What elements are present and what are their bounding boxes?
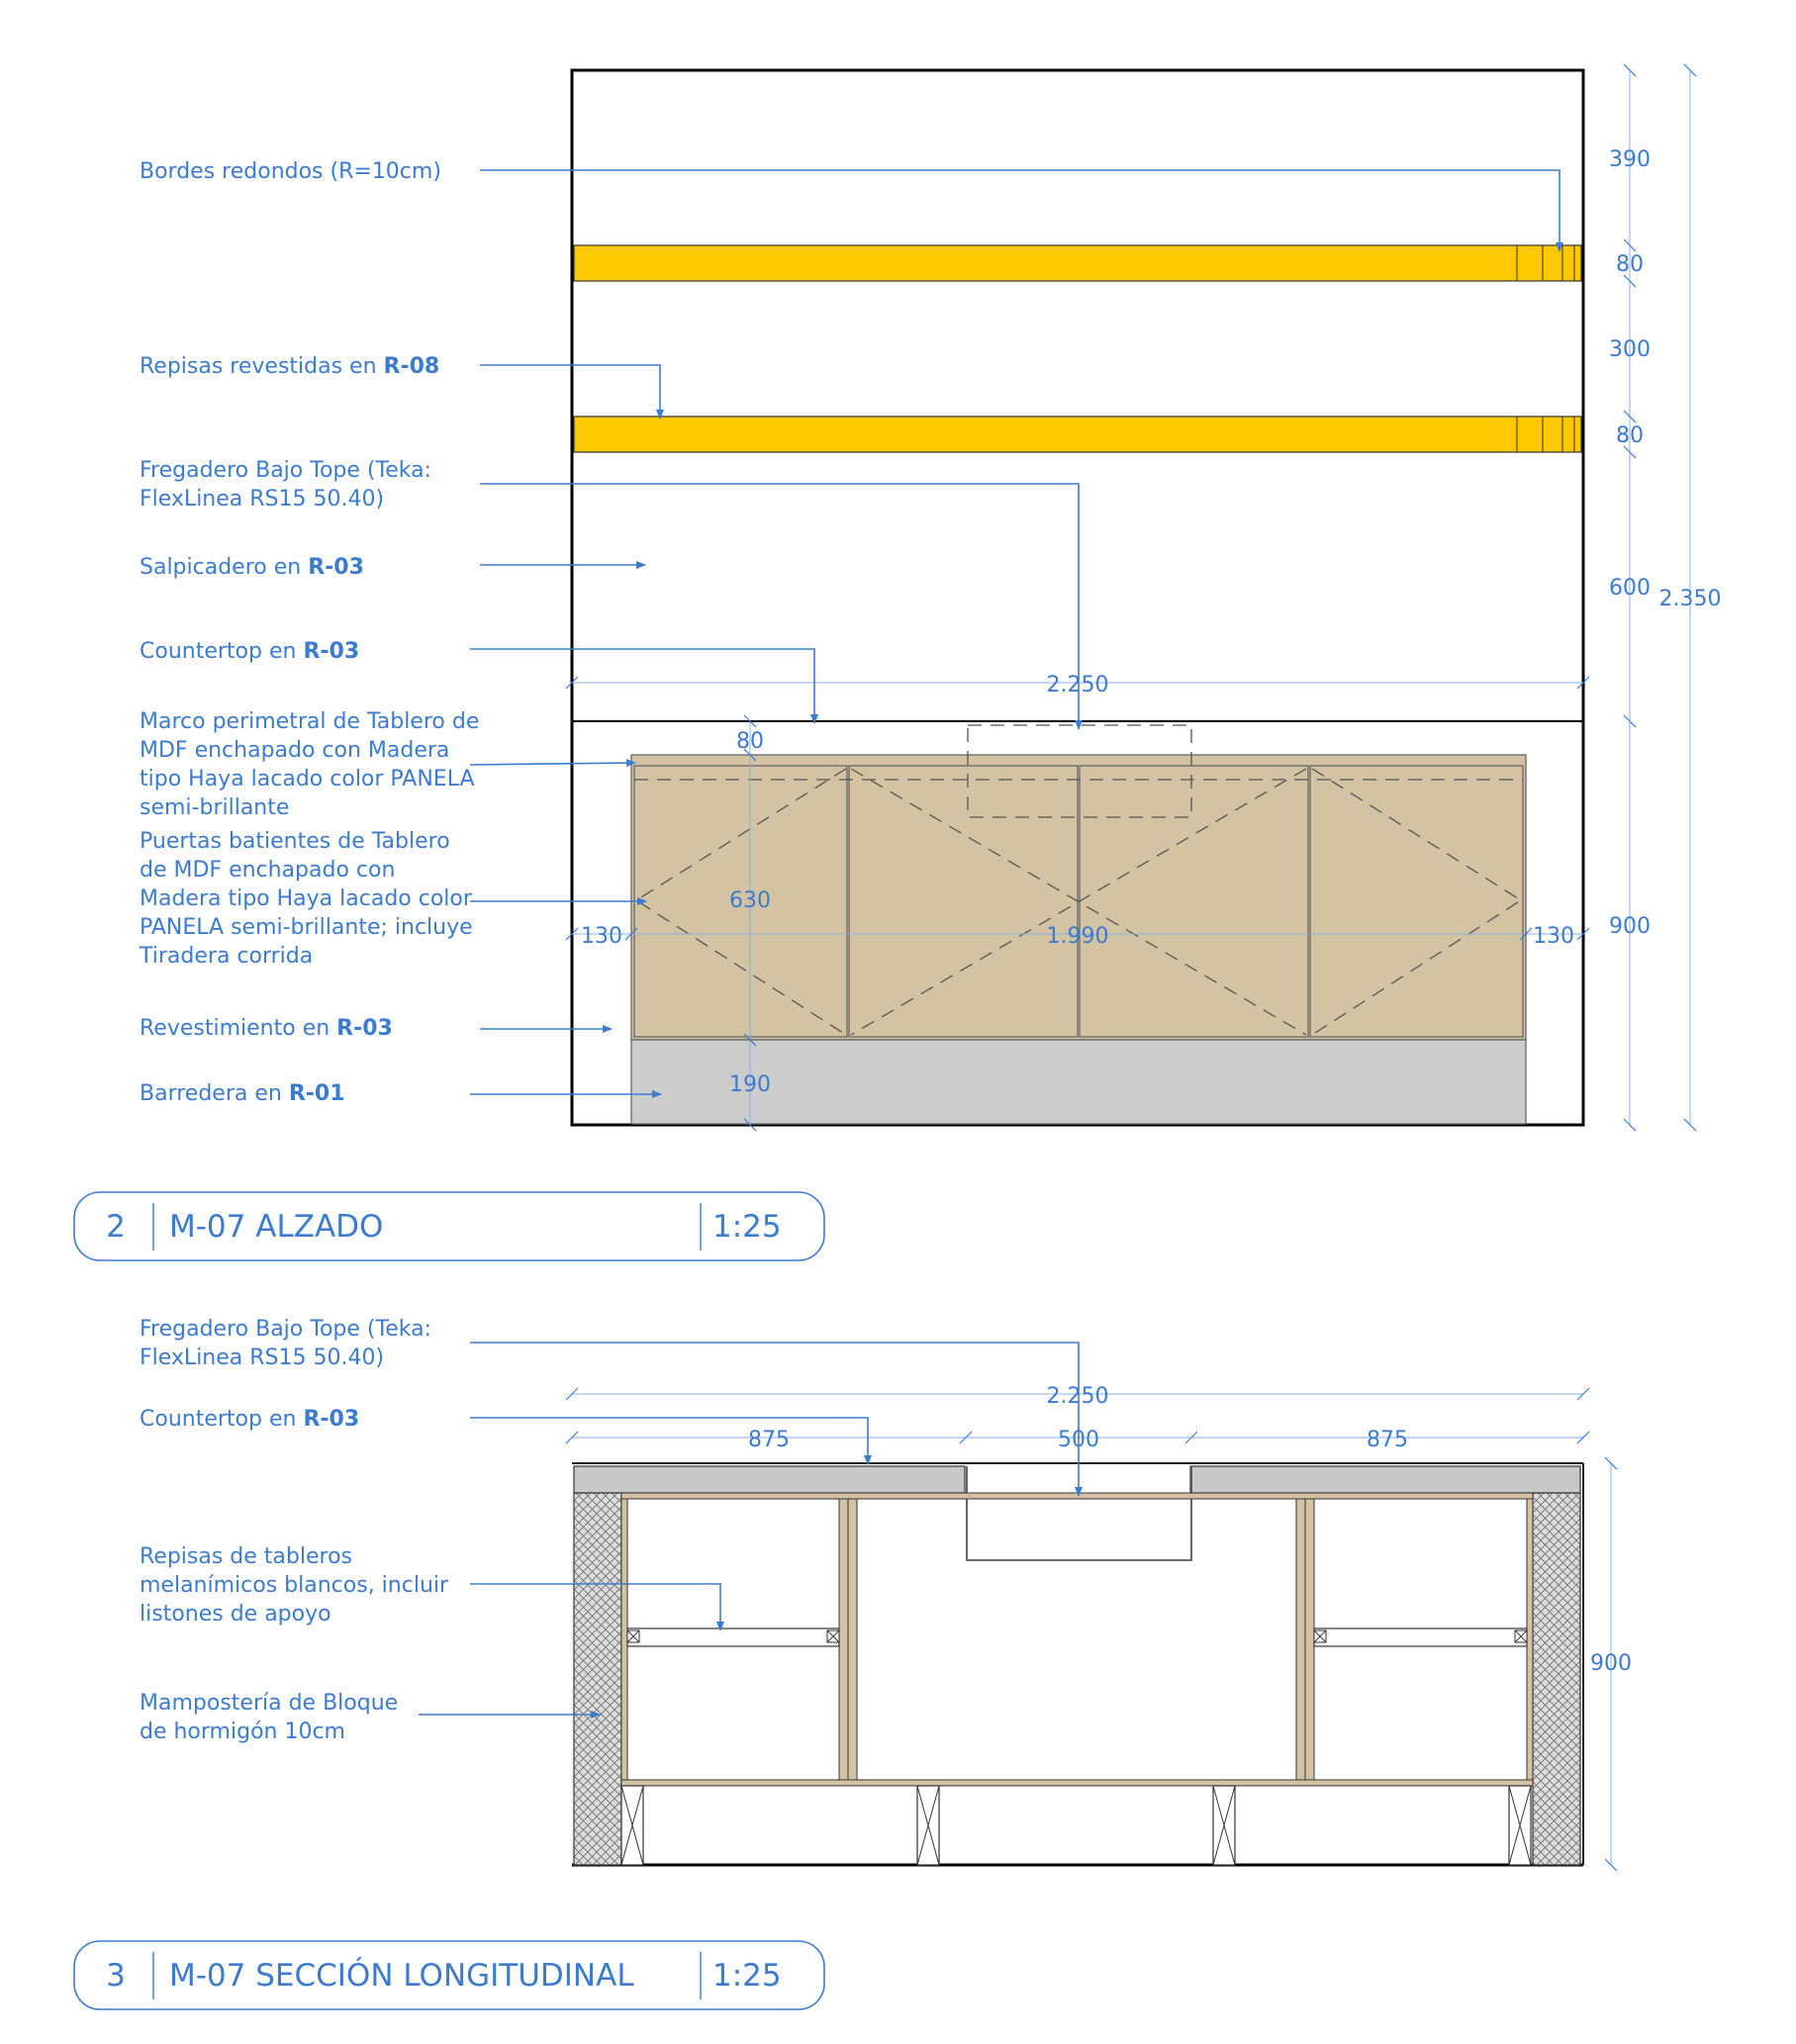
countertop-right [1190, 1466, 1580, 1493]
upper-shelf [574, 245, 1581, 281]
dim-190: 190 [729, 1072, 771, 1097]
dim-2250: 2.250 [1046, 673, 1109, 697]
svg-text:Bordes redondos (R=10cm) [140, 159, 441, 184]
elevation-number: 2 [106, 1209, 126, 1245]
callout-repisas-revestidas: Repisas revestidas en R-08 [140, 354, 440, 379]
sec-dim-875-left: 875 [748, 1428, 790, 1452]
dim-300: 300 [1609, 337, 1651, 362]
dim-80-lower-shelf: 80 [1616, 423, 1644, 448]
masonry-left [574, 1493, 621, 1865]
sec-callout-mamposteria: Mampostería de Bloque de hormigón 10cm [140, 1691, 399, 1744]
section-leaders [419, 1343, 1079, 1715]
countertop-left [574, 1466, 965, 1493]
masonry-right [1533, 1493, 1580, 1865]
dim-600: 600 [1609, 576, 1651, 601]
callout-barredera: Barredera en R-01 [140, 1081, 345, 1106]
sec-dim-2250: 2.250 [1046, 1384, 1109, 1409]
callout-countertop: Countertop en R-03 [140, 639, 360, 664]
dim-130-left: 130 [581, 924, 622, 949]
callout-fregadero: Fregadero Bajo Tope (Teka: FlexLinea RS15 50.40) [140, 458, 431, 511]
elevation-scale: 1:25 [712, 1209, 782, 1245]
dim-2350: 2.350 [1658, 587, 1722, 611]
dim-390: 390 [1609, 147, 1651, 172]
section-drawing [140, 1317, 1632, 1871]
callout-puertas-batientes: Puertas batientes de Tablero de MDF enchapado con Madera tipo Haya lacado color PANELA semi-brillante; incluye Tiradera corrida [140, 829, 473, 969]
elevation-drawing [139, 64, 1721, 1131]
callout-marco-perimetral: Marco perimetral de Tablero de MDF enchapado con Madera tipo Haya lacado color PANELA semi-brillante [140, 709, 480, 820]
dim-1990: 1.990 [1046, 924, 1109, 949]
sec-callout-countertop: Countertop en R-03 [140, 1407, 360, 1432]
sec-callout-repisas: Repisas de tableros melanímicos blancos, incluir listones de apoyo [140, 1544, 449, 1626]
dim-900: 900 [1609, 914, 1651, 939]
section-shelves [627, 1628, 1527, 1646]
title-block-section [74, 1941, 824, 2009]
callout-salpicadero: Salpicadero en R-03 [140, 555, 364, 580]
dim-630: 630 [729, 888, 771, 913]
sec-dim-875-right: 875 [1367, 1428, 1408, 1452]
callout-bordes-redondos: Bordes redondos (R=10cm) [140, 159, 441, 184]
lower-shelf [574, 417, 1581, 452]
sec-dim-500: 500 [1058, 1428, 1099, 1452]
dim-80-upper-shelf: 80 [1616, 252, 1644, 277]
callout-revestimiento: Revestimiento en R-03 [140, 1016, 393, 1041]
section-title: M-07 SECCIÓN LONGITUDINAL [169, 1958, 634, 1994]
plinth-supports [621, 1786, 1531, 1865]
sec-dim-900: 900 [1590, 1651, 1632, 1676]
sec-callout-fregadero: Fregadero Bajo Tope (Teka: FlexLinea RS15 50.40) [140, 1317, 431, 1370]
section-scale: 1:25 [712, 1958, 782, 1994]
section-number: 3 [106, 1958, 126, 1994]
title-block-elevation [74, 1192, 824, 1260]
dim-130-right: 130 [1533, 924, 1574, 949]
elevation-title: M-07 ALZADO [169, 1209, 384, 1245]
dim-80-frame: 80 [736, 729, 764, 754]
